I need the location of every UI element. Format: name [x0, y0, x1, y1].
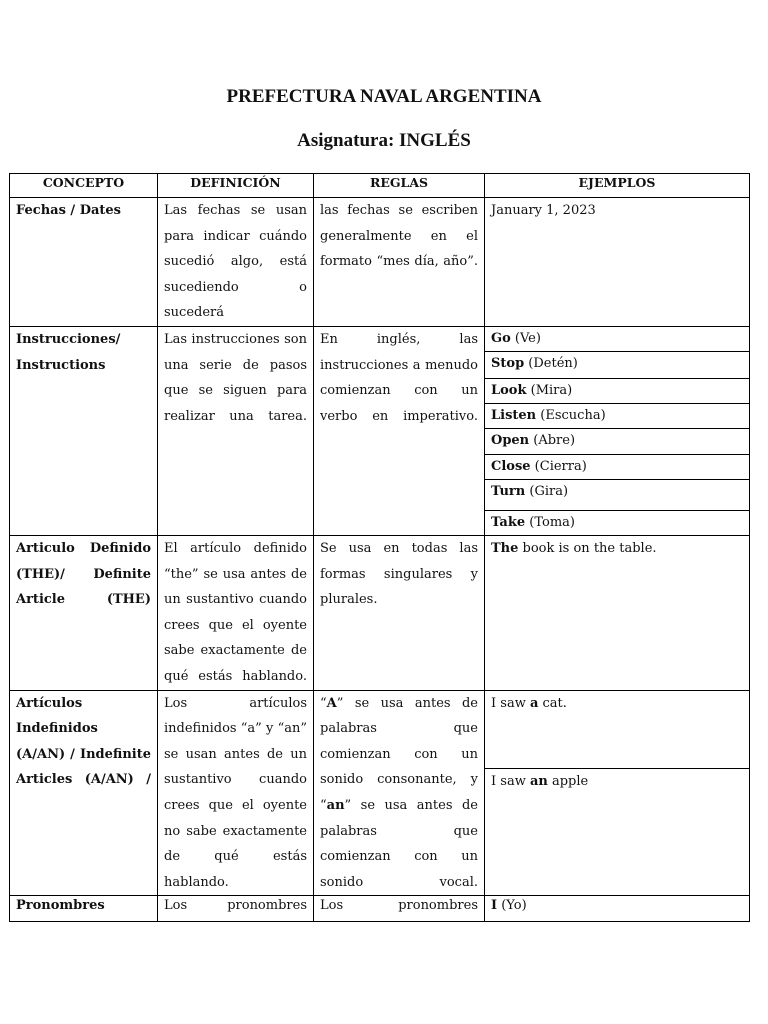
ejemplo-text: apple — [547, 773, 589, 789]
translation: (Detén) — [524, 355, 578, 371]
reglas-bold: A — [326, 695, 337, 711]
ejemplo-text: I saw — [491, 695, 530, 711]
cell-concepto: Instrucciones/ Instructions — [10, 326, 158, 535]
cell-definicion: Las fechas se usan para indicar cuándo sucedió algo, está sucediendo o sucederá — [158, 198, 314, 327]
cell-definicion: Las instrucciones son una serie de pasos que se siguen para realizar una tarea. — [158, 326, 314, 535]
ejemplo-bold: I — [491, 898, 498, 914]
ejemplo-bold: an — [529, 773, 548, 789]
table-row — [10, 198, 750, 327]
cell-ejemplo — [485, 428, 750, 454]
grammar-table — [9, 173, 750, 922]
table-header-row — [10, 174, 750, 198]
ejemplo-bold: a — [529, 695, 539, 711]
table-row — [10, 896, 750, 922]
header-ejemplos: EJEMPLOS — [485, 174, 750, 198]
cell-ejemplo: January 1, 2023 — [485, 198, 750, 327]
cell-ejemplo — [485, 535, 750, 690]
cell-definicion: Los pronombres — [158, 896, 314, 922]
cell-reglas: En inglés, las instrucciones a menudo comienzan con un verbo en imperativo. — [314, 326, 485, 535]
table-row — [10, 690, 750, 768]
header-definicion: DEFINICIÓN — [158, 174, 314, 198]
translation: (Gira) — [525, 483, 569, 499]
translation: (Ve) — [510, 330, 541, 346]
cell-reglas: Se usa en todas las formas singulares y plurales. — [314, 535, 485, 690]
cell-concepto: Pronombres — [10, 896, 158, 922]
cell-ejemplo — [485, 403, 750, 428]
reglas-bold: an — [326, 797, 345, 813]
translation: (Toma) — [525, 514, 575, 530]
translation: (Escucha) — [536, 407, 606, 423]
verb: Stop — [491, 355, 525, 371]
verb: Look — [491, 382, 527, 398]
reglas-text: ” se usa antes de palabras que comienzan con un sonido consonante, y “ — [320, 695, 478, 813]
ejemplo-bold: The — [491, 540, 519, 556]
verb: Take — [491, 514, 526, 530]
table-row — [10, 535, 750, 690]
header-concepto: CONCEPTO — [10, 174, 158, 198]
document-title: PREFECTURA NAVAL ARGENTINA — [226, 86, 542, 107]
cell-ejemplo — [485, 768, 750, 896]
translation: (Mira) — [526, 382, 573, 398]
verb: Listen — [491, 407, 537, 423]
table-row — [10, 326, 750, 351]
cell-ejemplo — [485, 378, 750, 403]
cell-reglas: Los pronombres — [314, 896, 485, 922]
cell-concepto: Artículos Indefinidos (A/AN) / Indefinite Articles (A/AN) / — [10, 690, 158, 896]
translation: (Abre) — [529, 432, 576, 448]
cell-ejemplo — [485, 510, 750, 535]
cell-concepto: Articulo Definido (THE)/ Definite Article (THE) — [10, 535, 158, 690]
cell-ejemplo — [485, 690, 750, 768]
cell-reglas — [314, 690, 485, 896]
ejemplo-rest: (Yo) — [497, 898, 527, 914]
header-reglas: REGLAS — [314, 174, 485, 198]
cell-ejemplo — [485, 351, 750, 378]
reglas-text: ” se usa antes de palabras que comienzan con un sonido vocal. — [320, 797, 478, 890]
cell-reglas: las fechas se escriben generalmente en el formato “mes día, año”. — [314, 198, 485, 327]
ejemplo-rest: book is on the table. — [518, 540, 657, 556]
ejemplo-text: cat. — [538, 695, 567, 711]
verb: Open — [491, 432, 530, 448]
cell-ejemplo — [485, 454, 750, 479]
cell-ejemplo — [485, 896, 750, 922]
cell-definicion: El artículo definido “the” se usa antes de un sustantivo cuando crees que el oyente sabe exactamente de qué estás hablando. — [158, 535, 314, 690]
cell-definicion: Los artículos indefinidos “a” y “an” se usan antes de un sustantivo cuando crees que el oyente no sabe exactamente de qué estás hablando. — [158, 690, 314, 896]
verb: Turn — [491, 483, 526, 499]
cell-ejemplo — [485, 479, 750, 510]
document-subtitle: Asignatura: INGLÉS — [297, 130, 471, 151]
verb: Close — [491, 458, 531, 474]
translation: (Cierra) — [530, 458, 587, 474]
reglas-text: “ — [320, 695, 327, 711]
ejemplo-text: I saw — [491, 773, 530, 789]
cell-ejemplo — [485, 326, 750, 351]
verb: Go — [491, 330, 511, 346]
cell-concepto: Fechas / Dates — [10, 198, 158, 327]
